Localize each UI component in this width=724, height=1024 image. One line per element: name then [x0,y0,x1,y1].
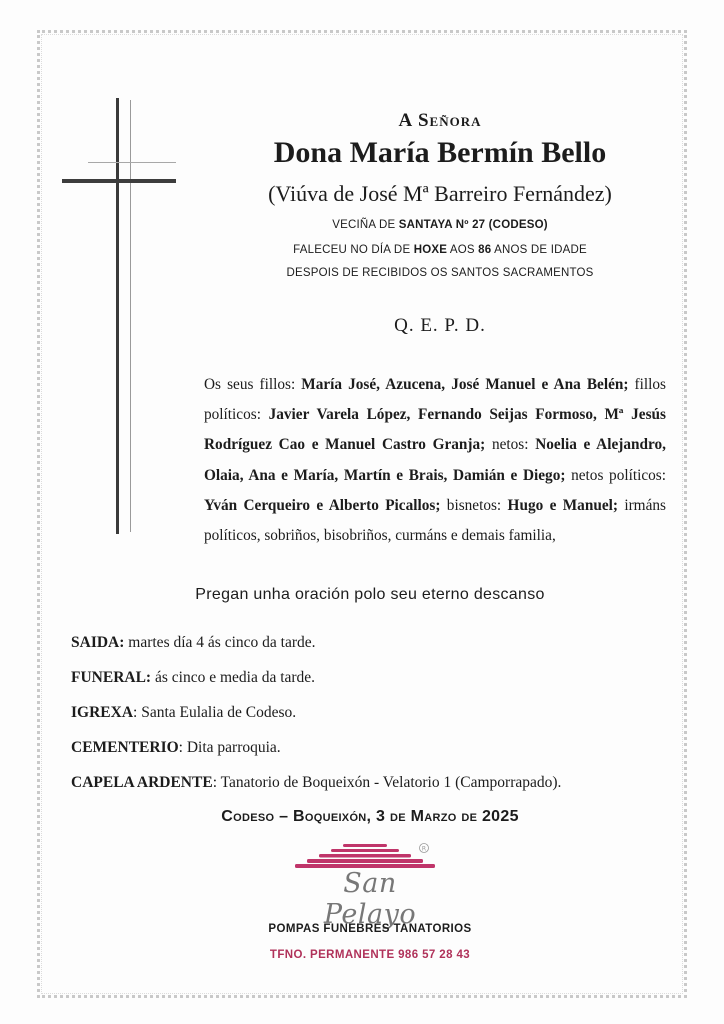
widow-line: (Viúva de José Mª Barreiro Fernández) [268,181,612,206]
cross-icon [62,98,178,538]
logo-stripe [319,854,411,858]
residence-line: VECIÑA DE SANTAYA Nº 27 (CODESO) [332,219,548,231]
detail-funeral: FUNERAL: ás cinco e media da tarde. [71,669,316,686]
phone-number: TFNO. PERMANENTE 986 57 28 43 [269,949,471,961]
svg-text:R: R [421,845,427,853]
death-line: FALECEU NO DÍA DE HOXE AOS 86 ANOS DE IDADE [293,244,587,256]
logo-stripe [307,859,423,863]
detail-cementerio: CEMENTERIO: Dita parroquia. [71,739,281,756]
salutation: A Señora [398,110,482,131]
deceased-name: Dona María Bermín Bello [273,136,607,169]
place-date: Codeso – Boqueixón, 3 de Marzo de 2025 [221,808,519,825]
detail-igrexa: IGREXA: Santa Eulalia de Codeso. [71,704,297,721]
family-paragraph: Os seus fillos: María José, Azucena, José Manuel e Ana Belén; fillos políticos: Javier Varela López, Fernando Seijas Formoso, Mª Jesús Rodríguez Cao e Manuel Castro Granja; netos: Noelia e Alejandro, Olaia, Ana e María, Martín e Brais, Damián e Diego; netos políticos: Yván Cerqueiro e Alberto Picallos; bisnetos: Hugo e Manuel; irmáns políticos, sobriños, bisobriños, curmáns e demais familia, [204,376,667,545]
prayer-line: Pregan unha oración polo seu eterno descanso [195,586,545,603]
logo-stripe [331,849,399,852]
logo-text: San Pelayo [323,868,417,930]
service-details [71,632,691,807]
logo-stripe [343,844,387,847]
company-name: POMPAS FUNEBRES TANATORIOS [268,923,472,935]
detail-saida: SAIDA: martes día 4 ás cinco da tarde. [71,634,316,651]
sacraments-line: DESPOIS DE RECIBIDOS OS SANTOS SACRAMENTOS [286,267,594,279]
detail-capela: CAPELA ARDENTE: Tanatorio de Boqueixón - Velatorio 1 (Camporrapado). [71,774,562,791]
qepd: Q. E. P. D. [394,315,486,336]
